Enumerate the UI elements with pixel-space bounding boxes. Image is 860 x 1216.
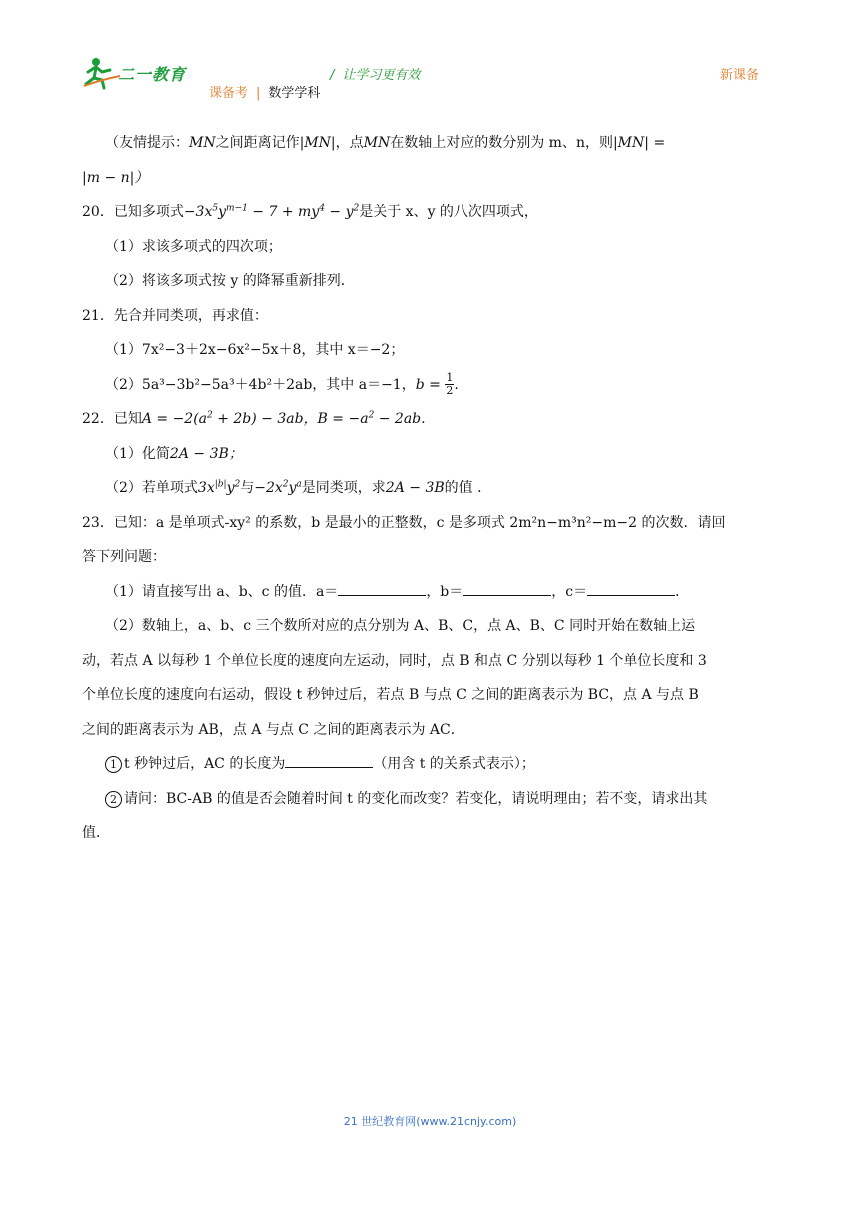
subhead-right: 数学学科 <box>268 86 321 101</box>
logo-text: 二一教育 <box>118 65 187 84</box>
circled-number-1: 1 <box>105 756 122 773</box>
fraction-denominator: 2 <box>446 384 454 397</box>
q20-part-1: （1）求该多项式的四次项； <box>105 238 282 255</box>
q23-sub-2-line-1 <box>82 782 782 817</box>
q23-part-2-line-3: 个单位长度的速度向右运动，假设 t 秒钟过后，若点 B 与点 C 之间的距离表示为 BC，点 A 与点 B <box>82 687 699 703</box>
question-23-line-1: 23．已知：a 是单项式-xy² 的系数，b 是最小的正整数，c 是多项式 2m²n−m³n²−m−2 的次数．请回 <box>82 514 726 531</box>
q20-part-2: （2）将该多项式按 y 的降幂重新排列． <box>105 273 355 289</box>
fraction-one-half <box>445 372 454 397</box>
answer-blank-ac[interactable] <box>285 753 373 768</box>
logo <box>82 56 192 92</box>
document-body <box>82 126 782 851</box>
hint-text-3: ，点 <box>335 135 364 151</box>
q23-sub-2-line-2: 值． <box>82 825 110 841</box>
hint-line-2: |m − n|） <box>82 169 149 186</box>
header-tag: 新课备 <box>720 68 760 83</box>
page-footer: 21 世纪教育网(www.21cnjy.com) <box>343 1115 517 1128</box>
q23-sub-1-text-b: （用含 t 的关系式表示）； <box>373 756 535 772</box>
q22-2-text-a: （2）若单项式 <box>105 480 198 496</box>
hint-text-1: （友情提示： <box>105 135 189 151</box>
q23-sub-1-text-a: t 秒钟过后，AC 的长度为 <box>124 756 286 772</box>
q21-2-text: （2）5a³−3b²−5a³＋4b²＋2ab，其中 a＝−1， <box>105 376 416 393</box>
runner-logo-icon <box>82 56 122 90</box>
subhead-left: 课备考 <box>209 86 249 101</box>
math-abs-MN: |MN| <box>299 135 336 151</box>
header-subhead <box>209 82 320 101</box>
fraction-numerator: 1 <box>446 371 454 384</box>
q20-text-a: 20．已知多项式 <box>82 204 184 220</box>
question-23-line-2: 答下列问题： <box>82 549 166 565</box>
hint-text-4: 在数轴上对应的数分别为 m、n，则 <box>390 135 613 151</box>
hint-text-2: 之间距离记作 <box>215 135 300 151</box>
page-header <box>0 0 860 110</box>
question-20 <box>82 195 782 230</box>
q21-2-b: b = <box>415 376 441 393</box>
q22-text: 22．已知 <box>82 411 142 427</box>
hint-text-5: = <box>649 135 666 151</box>
q23-1-end: ． <box>675 583 690 600</box>
q22-1-text: （1）化简 <box>105 445 170 462</box>
circled-number-2: 2 <box>105 791 122 808</box>
q20-polynomial: $-3x^5y^{m-1} - 7 + my^4 - y^2$ <box>183 203 360 220</box>
q22-part-1 <box>82 437 782 472</box>
answer-blank-a[interactable] <box>338 581 426 596</box>
q23-1-text-a: （1）请直接写出 a、b、c 的值．a＝ <box>105 583 339 600</box>
q22-1-expr: 2A − 3B； <box>169 445 243 462</box>
question-21: 21．先合并同类项，再求值： <box>82 307 268 324</box>
q22-2-text-c: 是同类项，求 <box>301 480 386 496</box>
q23-sub-2-text: 请问：BC-AB 的值是否会随着时间 t 的变化而改变？若变化，请说明理由；若不变，请求出其 <box>124 790 708 807</box>
answer-blank-b[interactable] <box>463 581 551 596</box>
q22-2-text-b: 与 <box>240 480 255 496</box>
q22-2-expr: 2A − 3B <box>385 480 445 496</box>
q22-part-2 <box>82 471 782 506</box>
q23-part-2-line-1: （2）数轴上，a、b、c 三个数所对应的点分别为 A、B、C，点 A、B、C 同时开始在数轴上运 <box>105 618 696 634</box>
header-slogan <box>330 64 420 83</box>
q22-definitions: $A = -2(a^2 + 2b) - 3ab$，$B = -a^2 - 2ab$. <box>141 410 426 427</box>
q23-sub-1 <box>82 747 782 782</box>
q21-part-2: （2）5a³−3b²−5a³＋4b²＋2ab，其中 a＝−1，b = $\frac{1}{2}$ . <box>105 371 459 397</box>
answer-blank-c[interactable] <box>587 581 675 596</box>
slogan-text: 让学习更有效 <box>342 68 421 83</box>
q23-1-text-c: ，c＝ <box>551 583 588 600</box>
q23-1-text-b: ，b＝ <box>426 583 464 600</box>
question-22 <box>82 402 782 437</box>
q23-part-2-line-4: 之间的距离表示为 AB，点 A 与点 C 之间的距离表示为 AC． <box>82 721 465 738</box>
q21-part-1: （1）7x²−3＋2x−6x²−5x＋8，其中 x＝−2； <box>105 342 405 358</box>
q22-2-monomial-2: $-2x^2y^a$ <box>254 479 302 496</box>
math-MN-2: MN <box>363 135 391 151</box>
math-MN: MN <box>189 135 216 151</box>
q20-text-b: 是关于 x、y 的八次四项式， <box>359 204 538 220</box>
q23-part-2-line-2: 动，若点 A 以每秒 1 个单位长度的速度向左运动，同时，点 B 和点 C 分别以每秒 1 个单位长度和 3 <box>82 652 707 669</box>
q22-2-monomial-1: $3x^{|b|}y^2$ <box>197 479 241 496</box>
q22-2-text-d: 的值 ． <box>444 480 492 496</box>
q23-part-1 <box>82 575 782 610</box>
math-abs-MN-2: |MN| <box>612 135 649 151</box>
subhead-separator: | <box>256 86 261 101</box>
hint-line-1 <box>82 126 782 161</box>
slogan-slash: / <box>330 68 335 83</box>
